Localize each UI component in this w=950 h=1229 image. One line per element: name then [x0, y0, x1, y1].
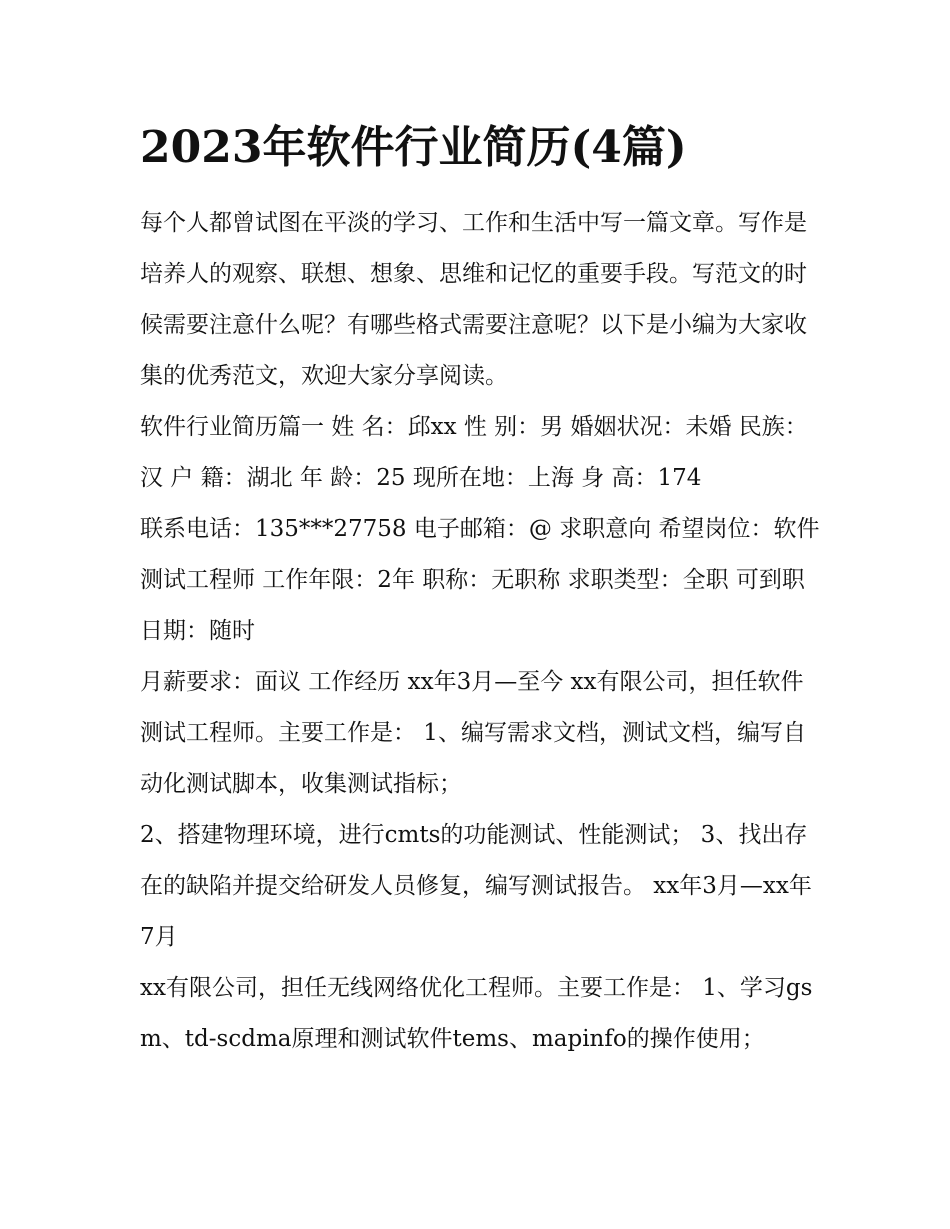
paragraph-intro: 每个人都曾试图在平淡的学习、工作和生活中写一篇文章。写作是培养人的观察、联想、想象、思维和记忆的重要手段。写范文的时候需要注意什么呢？有哪些格式需要注意呢？以下是小编为大家收集的优秀范文，欢迎大家分享阅读。	[140, 210, 807, 389]
paragraph-work-experience-1: 月薪要求：面议 工作经历 xx年3月—至今 xx有限公司，担任软件测试工程师。主要工作是： 1、编写需求文档，测试文档，编写自动化测试脚本，收集测试指标；	[140, 669, 806, 797]
document-title: 2023年软件行业简历(4篇)	[140, 122, 687, 173]
paragraph-personal-info: 软件行业简历篇一 姓 名：邱xx 性 别：男 婚姻状况：未婚 民族：汉 户 籍：湖北 年 龄：25 现所在地：上海 身 高：174	[140, 414, 808, 491]
paragraph-work-experience-3: xx有限公司，担任无线网络优化工程师。主要工作是： 1、学习gsm、td-scdma原理和测试软件tems、mapinfo的操作使用；	[140, 975, 813, 1052]
paragraph-contact-intent: 联系电话：135***27758 电子邮箱：@ 求职意向 希望岗位：软件测试工程师 工作年限：2年 职称：无职称 求职类型：全职 可到职日期：随时	[140, 516, 820, 644]
document-body	[140, 198, 820, 1065]
paragraph-work-experience-2: 2、搭建物理环境，进行cmts的功能测试、性能测试； 3、找出存在的缺陷并提交给研发人员修复，编写测试报告。 xx年3月—xx年7月	[140, 822, 812, 950]
